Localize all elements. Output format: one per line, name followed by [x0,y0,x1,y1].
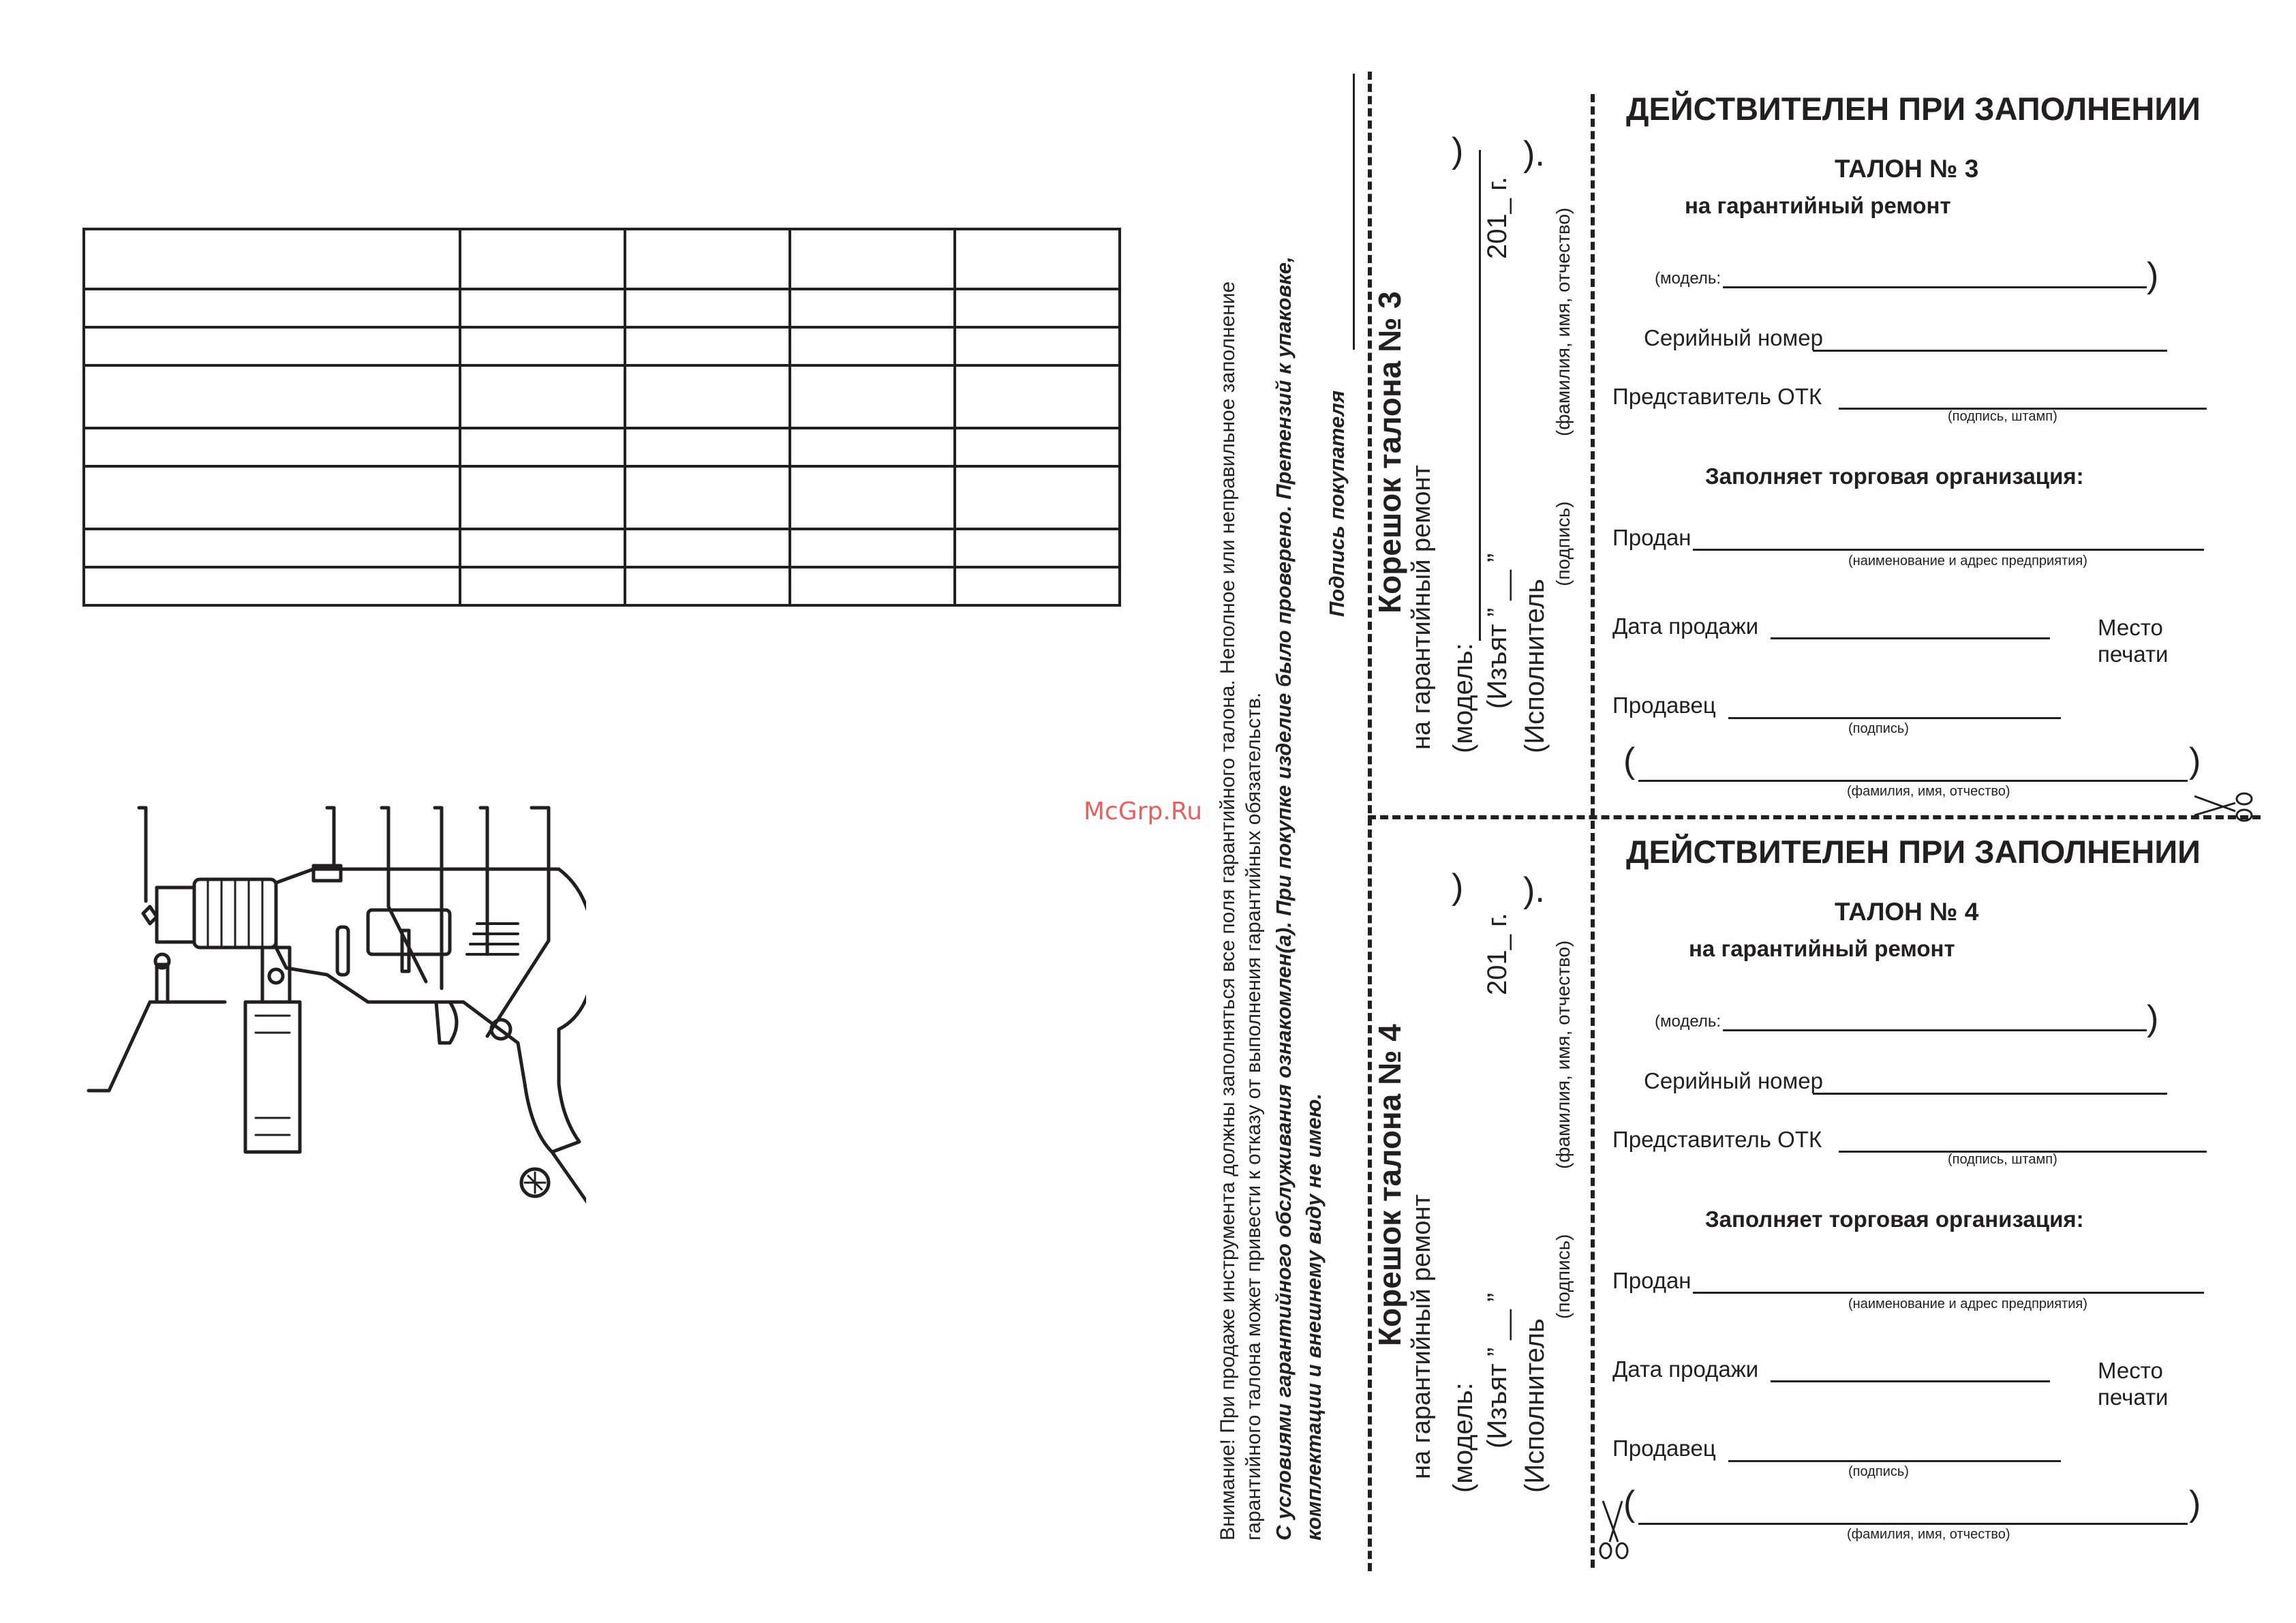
coupon-number: ТАЛОН № 4 [1835,898,1979,926]
stub-model-paren: ) [1452,867,1464,907]
model-paren: ) [2147,256,2159,295]
name-paren-close: ) [2189,1484,2201,1523]
stub-name-caption: (фамилия, имя, отчество) [1552,207,1574,436]
cut-line-horizontal [1368,815,2261,819]
stub-model-label: (модель: [1448,643,1478,753]
stub-model-label: (модель: [1448,1382,1478,1493]
stub-name-caption: (фамилия, имя, отчество) [1552,940,1574,1169]
serial-label: Серийный номер [1644,1068,1823,1093]
stub-subtitle: на гарантийный ремонт [1407,465,1436,750]
date-label: Дата продажи [1612,1356,1759,1382]
seller-field[interactable] [1728,1440,2061,1462]
stub-seized-label: (Изъят [1482,1363,1512,1448]
model-field[interactable] [1723,1010,2147,1031]
buyer-signature-line [1353,74,1355,350]
otk-field[interactable] [1839,387,2207,410]
model-paren: ) [2147,999,2159,1038]
table-row [84,466,1120,529]
name-paren-open: ( [1623,1484,1636,1523]
table-cell [460,229,625,289]
sold-caption: (наименование и адрес предприятия) [1848,1296,2087,1311]
trade-heading: Заполняет торговая организация: [1705,464,2084,489]
otk-caption: (подпись, штамп) [1948,409,2057,424]
stub-executor-label: (Исполнитель [1520,1318,1550,1493]
table-row [84,289,1120,327]
stub-year: 201_ г. [1482,913,1512,995]
seller-field[interactable] [1728,697,2061,719]
sold-field[interactable] [1693,1271,2204,1294]
serial-field[interactable] [1813,1072,2167,1095]
seller-caption: (подпись) [1848,1464,1909,1479]
stub-model-paren: ) [1452,131,1464,170]
name-paren-open: ( [1623,741,1636,780]
seller-label: Продавец [1612,1436,1716,1461]
notice-line-2: гарантийного талона может привести к отказу от выполнения гарантийных обязательств. [1242,692,1265,1541]
notice-line-4: комплектации и внешнему виду не имею. [1302,1093,1326,1541]
serial-field[interactable] [1813,329,2167,352]
stub-seized-label: (Изъят [1482,624,1512,709]
coupon-header: ДЕЙСТВИТЕЛЕН ПРИ ЗАПОЛНЕНИИ [1626,834,2201,870]
model-label: (модель: [1655,1012,1721,1031]
hammer-drill-diagram [82,798,586,1234]
stamp-line-1: Место [2098,615,2163,640]
otk-label: Представитель ОТК [1612,1127,1822,1152]
stub-executor-paren: ). [1523,870,1545,910]
table-row [84,529,1120,567]
scissors-icon [1596,1500,1630,1562]
stamp-line-1: Место [2098,1358,2163,1383]
stub-seized-quote: ” __ ” [1482,1292,1512,1356]
watermark: McGrp.Ru [1084,798,1203,825]
date-field[interactable] [1771,617,2050,639]
table-row [84,365,1120,428]
serial-label: Серийный номер [1644,325,1823,350]
table-cell [625,229,790,289]
stub-sign-caption: (подпись) [1552,501,1574,586]
coupon-subtitle: на гарантийный ремонт [1689,936,1955,961]
date-label: Дата продажи [1612,613,1759,639]
table-cell [955,229,1120,289]
stub-executor-paren: ). [1523,134,1545,174]
stub-subtitle: на гарантийный ремонт [1407,1194,1436,1479]
date-field[interactable] [1771,1360,2050,1382]
stamp-line-2: печати [2098,1384,2169,1410]
scissors-icon [2193,789,2256,823]
coupon-subtitle: на гарантийный ремонт [1685,193,1951,218]
sold-field[interactable] [1693,528,2204,551]
name-field[interactable] [1638,755,2188,782]
trade-heading: Заполняет торговая организация: [1705,1207,2084,1232]
otk-label: Представитель ОТК [1612,384,1822,409]
name-paren-close: ) [2189,741,2201,780]
model-field[interactable] [1723,267,2147,288]
notice-line-3: С условиями гарантийного обслуживания ознакомлен(а). При покупке изделие было проверено. Претензий к упаковке, [1272,256,1296,1541]
table-cell [84,229,460,289]
coupon-number: ТАЛОН № 3 [1835,155,1979,183]
seller-caption: (подпись) [1848,721,1909,736]
stamp-line-2: печати [2098,641,2169,667]
model-label: (модель: [1655,269,1721,288]
notice-line-1: Внимание! При продаже инструмента должны заполняться все поля гарантийного талона. Неполное или неправильное заполнение [1216,281,1239,1541]
table-cell [790,229,955,289]
table-row [84,428,1120,466]
stub-year: 201_ г. [1482,177,1512,259]
table-row [84,327,1120,365]
seller-label: Продавец [1612,693,1716,718]
name-caption: (фамилия, имя, отчество) [1847,1527,2010,1542]
name-caption: (фамилия, имя, отчество) [1847,784,2010,799]
stub-title: Корешок талона № 3 [1372,291,1407,613]
stub-seized-quote: ” __ ” [1482,553,1512,617]
otk-field[interactable] [1839,1130,2207,1153]
sold-label: Продан [1612,525,1692,550]
cut-line-vertical-2 [1591,94,1595,1568]
otk-caption: (подпись, штамп) [1948,1152,2057,1167]
stub-title: Корешок талона № 4 [1372,1024,1407,1346]
name-field[interactable] [1638,1498,2188,1525]
sold-label: Продан [1612,1268,1692,1293]
coupon-header: ДЕЙСТВИТЕЛЕН ПРИ ЗАПОЛНЕНИИ [1626,91,2201,127]
stub-sign-caption: (подпись) [1552,1234,1574,1319]
buyer-signature-label: Подпись покупателя [1325,390,1349,617]
stub-model-line [1479,150,1481,641]
sold-caption: (наименование и адрес предприятия) [1848,553,2087,568]
table-row [84,567,1120,605]
stub-executor-label: (Исполнитель [1520,579,1550,753]
specification-table [82,228,1121,607]
